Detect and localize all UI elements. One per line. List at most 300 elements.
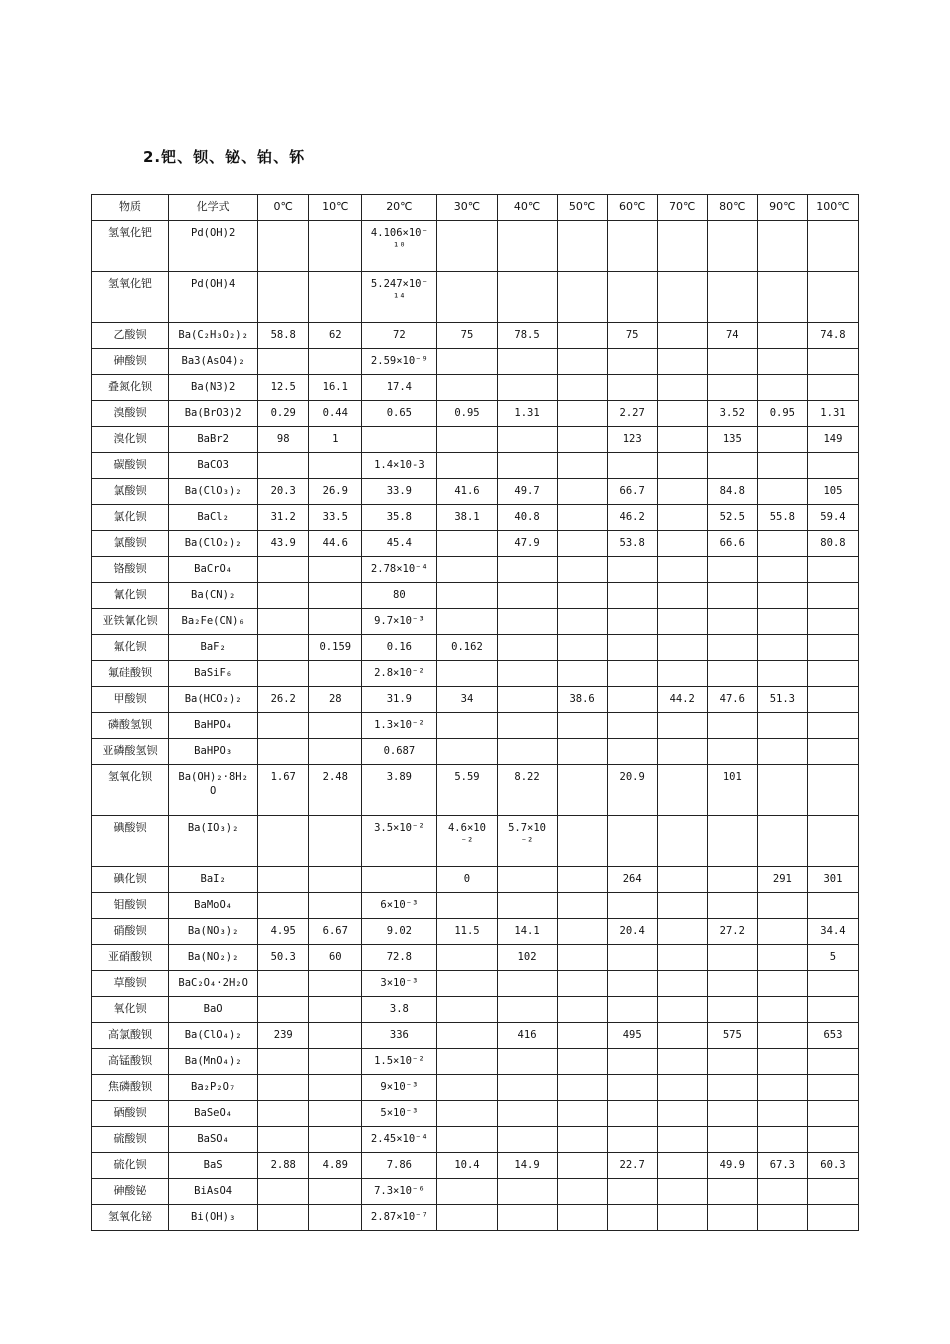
solubility-cell [657, 971, 707, 997]
solubility-cell: 3.52 [707, 401, 757, 427]
substance-cell: 氰化钡 [92, 583, 169, 609]
solubility-cell [557, 765, 607, 816]
solubility-cell [657, 765, 707, 816]
solubility-cell: 43.9 [258, 531, 309, 557]
solubility-cell [707, 661, 757, 687]
solubility-cell: 52.5 [707, 505, 757, 531]
solubility-cell [807, 635, 858, 661]
solubility-cell: 4.89 [309, 1153, 362, 1179]
solubility-cell [707, 1127, 757, 1153]
solubility-cell [757, 1101, 807, 1127]
solubility-cell: 11.5 [437, 919, 497, 945]
substance-cell: 砷酸钡 [92, 349, 169, 375]
solubility-cell [557, 893, 607, 919]
solubility-cell [707, 453, 757, 479]
solubility-cell [807, 765, 858, 816]
solubility-cell [258, 867, 309, 893]
solubility-cell [557, 816, 607, 867]
table-row [92, 919, 859, 945]
solubility-cell [807, 453, 858, 479]
solubility-cell: 74 [707, 323, 757, 349]
solubility-cell: 31.9 [362, 687, 437, 713]
table-row [92, 349, 859, 375]
table-row [92, 713, 859, 739]
solubility-cell: 1.4×10-3 [362, 453, 437, 479]
solubility-cell: 1 [309, 427, 362, 453]
solubility-cell [757, 557, 807, 583]
solubility-cell [557, 1101, 607, 1127]
solubility-cell [657, 557, 707, 583]
solubility-cell: 336 [362, 1023, 437, 1049]
solubility-cell [607, 945, 657, 971]
table-body [92, 221, 859, 1231]
formula-cell: Ba(ClO₃)₂ [169, 479, 258, 505]
solubility-cell [258, 971, 309, 997]
solubility-cell [807, 221, 858, 272]
solubility-cell [437, 945, 497, 971]
solubility-cell [309, 713, 362, 739]
formula-cell: BaSeO₄ [169, 1101, 258, 1127]
solubility-cell [607, 661, 657, 687]
solubility-cell [497, 221, 557, 272]
solubility-cell: 72 [362, 323, 437, 349]
solubility-cell [437, 1023, 497, 1049]
solubility-cell [757, 427, 807, 453]
solubility-cell [437, 1049, 497, 1075]
solubility-cell: 2.8×10⁻² [362, 661, 437, 687]
solubility-cell [497, 713, 557, 739]
solubility-cell [258, 272, 309, 323]
solubility-cell [707, 971, 757, 997]
solubility-cell [437, 1075, 497, 1101]
substance-cell: 高氯酸钡 [92, 1023, 169, 1049]
table-row [92, 635, 859, 661]
solubility-cell [607, 997, 657, 1023]
solubility-cell: 46.2 [607, 505, 657, 531]
solubility-cell: 8.22 [497, 765, 557, 816]
solubility-cell [497, 867, 557, 893]
solubility-cell [657, 479, 707, 505]
solubility-cell [309, 1023, 362, 1049]
solubility-cell [807, 971, 858, 997]
solubility-cell [258, 635, 309, 661]
solubility-cell: 575 [707, 1023, 757, 1049]
solubility-cell [258, 739, 309, 765]
solubility-cell [258, 1205, 309, 1231]
solubility-cell [657, 401, 707, 427]
table-row [92, 221, 859, 272]
solubility-cell [707, 1179, 757, 1205]
substance-cell: 溴酸钡 [92, 401, 169, 427]
solubility-cell [757, 661, 807, 687]
solubility-cell [309, 867, 362, 893]
solubility-cell [707, 945, 757, 971]
table-row [92, 1075, 859, 1101]
solubility-cell [309, 739, 362, 765]
solubility-cell [557, 609, 607, 635]
substance-cell: 亚硝酸钡 [92, 945, 169, 971]
formula-cell: Ba3(AsO4)₂ [169, 349, 258, 375]
table-row [92, 661, 859, 687]
substance-cell: 乙酸钡 [92, 323, 169, 349]
solubility-cell [757, 997, 807, 1023]
solubility-cell [757, 1127, 807, 1153]
solubility-cell [557, 401, 607, 427]
table-row [92, 1179, 859, 1205]
solubility-cell: 2.78×10⁻⁴ [362, 557, 437, 583]
column-header: 90℃ [757, 195, 807, 221]
substance-cell: 碘酸钡 [92, 816, 169, 867]
solubility-cell [707, 635, 757, 661]
solubility-cell: 5.247×10⁻ ¹⁴ [362, 272, 437, 323]
solubility-cell [309, 816, 362, 867]
substance-cell: 硫化钡 [92, 1153, 169, 1179]
solubility-cell [437, 971, 497, 997]
substance-cell: 氯酸钡 [92, 479, 169, 505]
solubility-cell [557, 1023, 607, 1049]
solubility-cell [437, 661, 497, 687]
solubility-cell [657, 609, 707, 635]
solubility-cell: 20.3 [258, 479, 309, 505]
solubility-cell [258, 609, 309, 635]
table-row [92, 453, 859, 479]
solubility-cell [437, 583, 497, 609]
solubility-cell [607, 1205, 657, 1231]
solubility-table [91, 194, 859, 1231]
solubility-cell [757, 531, 807, 557]
solubility-cell [757, 453, 807, 479]
solubility-cell [309, 1179, 362, 1205]
substance-cell: 氟硅酸钡 [92, 661, 169, 687]
solubility-cell: 34 [437, 687, 497, 713]
substance-cell: 氧化钡 [92, 997, 169, 1023]
substance-cell: 氯化钡 [92, 505, 169, 531]
solubility-cell [258, 1127, 309, 1153]
solubility-cell [657, 221, 707, 272]
column-header: 50℃ [557, 195, 607, 221]
solubility-cell [557, 1049, 607, 1075]
substance-cell: 亚磷酸氢钡 [92, 739, 169, 765]
solubility-cell: 5.7×10 ⁻² [497, 816, 557, 867]
solubility-cell [607, 893, 657, 919]
table-row [92, 272, 859, 323]
substance-cell: 高锰酸钡 [92, 1049, 169, 1075]
formula-cell: Ba(NO₃)₂ [169, 919, 258, 945]
formula-cell: Ba(C₂H₃O₂)₂ [169, 323, 258, 349]
formula-cell: BaI₂ [169, 867, 258, 893]
solubility-cell [807, 661, 858, 687]
solubility-cell: 101 [707, 765, 757, 816]
column-header: 80℃ [707, 195, 757, 221]
solubility-cell: 45.4 [362, 531, 437, 557]
formula-cell: Bi(OH)₃ [169, 1205, 258, 1231]
solubility-cell [557, 479, 607, 505]
solubility-cell [309, 272, 362, 323]
formula-cell: Ba(IO₃)₂ [169, 816, 258, 867]
table-row [92, 739, 859, 765]
formula-cell: BaCrO₄ [169, 557, 258, 583]
solubility-cell [657, 1075, 707, 1101]
solubility-cell [497, 997, 557, 1023]
solubility-cell [657, 583, 707, 609]
solubility-cell [807, 1075, 858, 1101]
solubility-cell: 72.8 [362, 945, 437, 971]
solubility-cell: 3×10⁻³ [362, 971, 437, 997]
solubility-cell: 7.86 [362, 1153, 437, 1179]
solubility-cell [807, 739, 858, 765]
solubility-cell [657, 739, 707, 765]
solubility-cell: 62 [309, 323, 362, 349]
substance-cell: 氢氧化铋 [92, 1205, 169, 1231]
solubility-cell [497, 971, 557, 997]
solubility-cell [607, 971, 657, 997]
solubility-cell [497, 609, 557, 635]
solubility-cell: 60 [309, 945, 362, 971]
solubility-cell: 75 [437, 323, 497, 349]
column-header: 60℃ [607, 195, 657, 221]
solubility-cell [807, 997, 858, 1023]
solubility-cell [258, 661, 309, 687]
solubility-cell: 50.3 [258, 945, 309, 971]
solubility-cell [557, 453, 607, 479]
solubility-cell [557, 272, 607, 323]
solubility-cell: 53.8 [607, 531, 657, 557]
solubility-cell: 0.687 [362, 739, 437, 765]
solubility-cell [807, 1127, 858, 1153]
solubility-cell: 26.9 [309, 479, 362, 505]
table-row [92, 945, 859, 971]
formula-cell: BaHPO₄ [169, 713, 258, 739]
solubility-cell: 123 [607, 427, 657, 453]
solubility-cell [497, 687, 557, 713]
formula-cell: Ba(ClO₂)₂ [169, 531, 258, 557]
solubility-cell [557, 531, 607, 557]
solubility-cell [757, 945, 807, 971]
solubility-cell [437, 1127, 497, 1153]
solubility-cell: 9.02 [362, 919, 437, 945]
solubility-cell [557, 583, 607, 609]
solubility-cell [607, 349, 657, 375]
solubility-cell [437, 427, 497, 453]
solubility-cell [309, 583, 362, 609]
substance-cell: 氢氧化钡 [92, 765, 169, 816]
table-row [92, 583, 859, 609]
solubility-cell: 66.7 [607, 479, 657, 505]
solubility-cell [557, 867, 607, 893]
solubility-cell: 49.9 [707, 1153, 757, 1179]
solubility-cell: 3.8 [362, 997, 437, 1023]
formula-cell: BaHPO₃ [169, 739, 258, 765]
solubility-cell: 33.5 [309, 505, 362, 531]
solubility-cell: 9×10⁻³ [362, 1075, 437, 1101]
table-row [92, 401, 859, 427]
substance-cell: 钼酸钡 [92, 893, 169, 919]
solubility-cell [657, 919, 707, 945]
solubility-cell [497, 427, 557, 453]
solubility-cell [707, 1049, 757, 1075]
solubility-cell: 1.5×10⁻² [362, 1049, 437, 1075]
solubility-cell [309, 453, 362, 479]
solubility-cell [757, 323, 807, 349]
solubility-cell [657, 1049, 707, 1075]
solubility-cell: 3.89 [362, 765, 437, 816]
table-row [92, 1127, 859, 1153]
formula-cell: Ba₂Fe(CN)₆ [169, 609, 258, 635]
solubility-cell: 264 [607, 867, 657, 893]
solubility-cell [497, 1205, 557, 1231]
solubility-cell [657, 272, 707, 323]
solubility-cell [757, 919, 807, 945]
solubility-cell [557, 713, 607, 739]
solubility-cell: 2.87×10⁻⁷ [362, 1205, 437, 1231]
solubility-cell [497, 893, 557, 919]
solubility-cell [657, 661, 707, 687]
solubility-cell: 0.159 [309, 635, 362, 661]
table-row [92, 893, 859, 919]
solubility-cell [557, 635, 607, 661]
table-row [92, 1023, 859, 1049]
solubility-cell: 239 [258, 1023, 309, 1049]
column-header: 物质 [92, 195, 169, 221]
solubility-cell [497, 375, 557, 401]
solubility-cell: 84.8 [707, 479, 757, 505]
solubility-cell: 301 [807, 867, 858, 893]
column-header: 30℃ [437, 195, 497, 221]
table-row [92, 1205, 859, 1231]
solubility-cell [557, 557, 607, 583]
solubility-cell [437, 1205, 497, 1231]
solubility-cell [757, 893, 807, 919]
substance-cell: 草酸钡 [92, 971, 169, 997]
solubility-cell [607, 1179, 657, 1205]
solubility-cell: 35.8 [362, 505, 437, 531]
solubility-cell [657, 1023, 707, 1049]
solubility-cell [707, 375, 757, 401]
solubility-cell [258, 349, 309, 375]
solubility-cell [607, 1075, 657, 1101]
substance-cell: 磷酸氢钡 [92, 713, 169, 739]
solubility-cell [657, 1205, 707, 1231]
solubility-cell [557, 1179, 607, 1205]
solubility-cell [707, 739, 757, 765]
solubility-cell: 14.9 [497, 1153, 557, 1179]
solubility-cell [497, 583, 557, 609]
solubility-cell: 10.4 [437, 1153, 497, 1179]
solubility-cell [657, 1153, 707, 1179]
solubility-cell [497, 739, 557, 765]
solubility-cell: 0.29 [258, 401, 309, 427]
solubility-cell: 59.4 [807, 505, 858, 531]
column-header: 100℃ [807, 195, 858, 221]
solubility-cell: 0.16 [362, 635, 437, 661]
solubility-cell [657, 349, 707, 375]
solubility-cell [657, 505, 707, 531]
solubility-cell [707, 349, 757, 375]
solubility-cell: 653 [807, 1023, 858, 1049]
table-row [92, 1153, 859, 1179]
formula-cell: Ba(OH)₂·8H₂ O [169, 765, 258, 816]
solubility-cell [497, 661, 557, 687]
solubility-cell [807, 1205, 858, 1231]
solubility-cell: 4.106×10⁻ ¹⁰ [362, 221, 437, 272]
solubility-cell [497, 635, 557, 661]
solubility-cell [707, 583, 757, 609]
solubility-cell [497, 1179, 557, 1205]
formula-cell: Pd(OH)2 [169, 221, 258, 272]
solubility-cell: 6.67 [309, 919, 362, 945]
table-row [92, 816, 859, 867]
solubility-cell [258, 583, 309, 609]
substance-cell: 氟化钡 [92, 635, 169, 661]
solubility-cell: 55.8 [757, 505, 807, 531]
solubility-cell [497, 1127, 557, 1153]
solubility-cell: 4.95 [258, 919, 309, 945]
solubility-cell [497, 1101, 557, 1127]
solubility-cell [258, 893, 309, 919]
table-row [92, 867, 859, 893]
solubility-cell: 20.9 [607, 765, 657, 816]
substance-cell: 硝酸钡 [92, 919, 169, 945]
solubility-cell [657, 893, 707, 919]
solubility-cell: 2.88 [258, 1153, 309, 1179]
solubility-cell: 9.7×10⁻³ [362, 609, 437, 635]
solubility-cell [309, 1101, 362, 1127]
solubility-cell [607, 453, 657, 479]
column-header: 70℃ [657, 195, 707, 221]
solubility-cell [557, 971, 607, 997]
solubility-cell [258, 1075, 309, 1101]
solubility-cell: 0.44 [309, 401, 362, 427]
solubility-cell [362, 427, 437, 453]
solubility-cell [557, 349, 607, 375]
solubility-cell: 75 [607, 323, 657, 349]
solubility-cell: 33.9 [362, 479, 437, 505]
solubility-cell [258, 1049, 309, 1075]
solubility-cell: 2.45×10⁻⁴ [362, 1127, 437, 1153]
solubility-cell: 5.59 [437, 765, 497, 816]
column-header: 0℃ [258, 195, 309, 221]
solubility-cell [757, 221, 807, 272]
solubility-cell [437, 893, 497, 919]
solubility-cell [497, 1075, 557, 1101]
table-row [92, 557, 859, 583]
solubility-cell [607, 221, 657, 272]
solubility-cell [557, 375, 607, 401]
solubility-cell [557, 1153, 607, 1179]
solubility-cell: 28 [309, 687, 362, 713]
solubility-cell [437, 375, 497, 401]
table-row [92, 323, 859, 349]
solubility-cell [497, 557, 557, 583]
substance-cell: 砷酸铋 [92, 1179, 169, 1205]
formula-cell: BaO [169, 997, 258, 1023]
solubility-cell [607, 739, 657, 765]
substance-cell: 碘化钡 [92, 867, 169, 893]
solubility-cell [557, 739, 607, 765]
solubility-cell [757, 479, 807, 505]
solubility-cell [258, 713, 309, 739]
solubility-cell [497, 453, 557, 479]
solubility-cell [497, 349, 557, 375]
solubility-cell [437, 349, 497, 375]
solubility-cell: 135 [707, 427, 757, 453]
section-heading: 2.钯、钡、铋、铂、钚 [143, 148, 306, 166]
solubility-cell [557, 221, 607, 272]
solubility-cell [557, 505, 607, 531]
solubility-cell: 105 [807, 479, 858, 505]
solubility-cell [657, 997, 707, 1023]
column-header: 化学式 [169, 195, 258, 221]
